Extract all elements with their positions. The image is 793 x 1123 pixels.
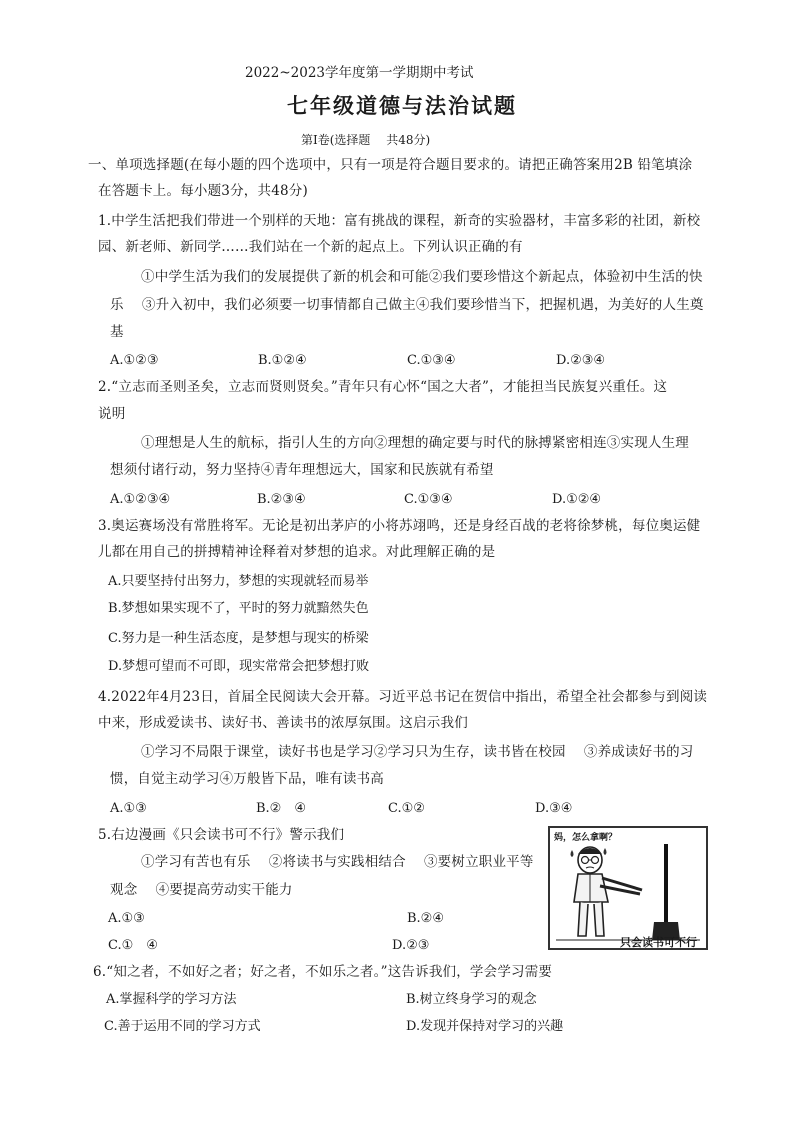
question-1-statements: 乐 ③升入初中，我们必须要一切事情都自己做主④我们要珍惜当下，把握机遇，为美好的人生奠 bbox=[110, 297, 704, 313]
question-6-stem: 6.“知之者，不如好之者；好之者，不如乐之者。”这告诉我们，学会学习需要 bbox=[93, 964, 553, 980]
section-instructions: 一、单项选择题(在每小题的四个选项中，只有一项是符合题目要求的。请把正确答案用2B 铅笔填涂 bbox=[88, 157, 693, 173]
q4-option-a: A.①③ bbox=[110, 801, 147, 816]
page-title: 七年级道德与法治试题 bbox=[287, 93, 517, 118]
q5-option-d: D.②③ bbox=[392, 938, 430, 953]
q4-option-b: B.② ④ bbox=[256, 801, 306, 816]
question-5-statements: ①学习有苦也有乐 ②将读书与实践相结合 ③要树立职业平等 bbox=[141, 854, 534, 870]
question-3-stem: 3.奥运赛场没有常胜将军。无论是初出茅庐的小将苏翊鸣，还是身经百战的老将徐梦桃，每位奥运健 bbox=[98, 518, 701, 534]
q5-option-a: A.①③ bbox=[108, 911, 145, 926]
q5-option-b: B.②④ bbox=[407, 911, 444, 926]
q4-option-d: D.③④ bbox=[535, 801, 573, 816]
q2-option-b: B.②③④ bbox=[257, 492, 306, 507]
question-2-stem: 说明 bbox=[98, 406, 126, 422]
q6-option-c: C.善于运用不同的学习方式 bbox=[104, 1019, 261, 1034]
q3-option-d: D.梦想可望而不可即，现实常常会把梦想打败 bbox=[108, 659, 370, 674]
q4-option-c: C.①② bbox=[388, 801, 425, 816]
question-2-stem: 2.“立志而圣则圣矣，立志而贤则贤矣。”青年只有心怀“国之大者”，才能担当民族复兴重任。这 bbox=[98, 379, 668, 395]
q2-option-d: D.①②④ bbox=[552, 492, 602, 507]
question-4-stem: 中来，形成爱读书、读好书、善读书的浓厚氛围。这启示我们 bbox=[98, 715, 468, 731]
q1-option-a: A.①②③ bbox=[110, 353, 159, 368]
q6-option-d: D.发现并保持对学习的兴趣 bbox=[406, 1019, 564, 1034]
question-1-statements: 基 bbox=[110, 324, 124, 340]
q1-option-d: D.②③④ bbox=[556, 353, 606, 368]
section-instructions: 在答题卡上。每小题3分，共48分) bbox=[98, 183, 308, 199]
volume-label: 第Ⅰ卷(选择题 共48分) bbox=[301, 133, 431, 147]
q6-option-a: A.掌握科学的学习方法 bbox=[106, 992, 237, 1007]
question-1-stem: 1.中学生活把我们带进一个别样的天地：富有挑战的课程，新奇的实验器材，丰富多彩的社团，新校 bbox=[98, 213, 701, 229]
q2-option-a: A.①②③④ bbox=[110, 492, 171, 507]
q1-option-b: B.①②④ bbox=[258, 353, 307, 368]
cartoon-drawing bbox=[550, 842, 706, 946]
question-5-stem: 5.右边漫画《只会读书可不行》警示我们 bbox=[98, 827, 345, 843]
q3-option-c: C.努力是一种生活态度，是梦想与现实的桥梁 bbox=[108, 631, 369, 646]
question-4-stem: 4.2022年4月23日，首届全民阅读大会开幕。习近平总书记在贺信中指出，希望全社会都参与到阅读 bbox=[98, 689, 708, 705]
q5-option-c: C.① ④ bbox=[108, 938, 158, 953]
cartoon-illustration bbox=[548, 826, 708, 950]
question-3-stem: 儿都在用自己的拼搏精神诠释着对梦想的追求。对此理解正确的是 bbox=[98, 544, 496, 560]
cartoon-speech-text: 妈，怎么拿啊？ bbox=[554, 833, 618, 843]
question-2-statements: ①理想是人生的航标，指引人生的方向②理想的确定要与时代的脉搏紧密相连③实现人生理 bbox=[141, 435, 689, 451]
q1-option-c: C.①③④ bbox=[407, 353, 456, 368]
question-4-statements: 惯，自觉主动学习④万般皆下品，唯有读书高 bbox=[110, 771, 384, 787]
question-2-statements: 想须付诸行动，努力坚持④青年理想远大，国家和民族就有希望 bbox=[110, 462, 494, 478]
cartoon-caption: 只会读书可不行 bbox=[620, 936, 697, 949]
question-1-stem: 园、新老师、新同学……我们站在一个新的起点上。下列认识正确的有 bbox=[98, 239, 523, 255]
exam-term: 2022~2023学年度第一学期期中考试 bbox=[245, 65, 474, 81]
question-5-statements: 观念 ④要提高劳动实干能力 bbox=[110, 882, 293, 898]
question-1-statements: ①中学生活为我们的发展提供了新的机会和可能②我们要珍惜这个新起点，体验初中生活的快 bbox=[141, 269, 703, 285]
q3-option-b: B.梦想如果实现不了，平时的努力就黯然失色 bbox=[108, 601, 369, 616]
q3-option-a: A.只要坚持付出努力，梦想的实现就轻而易举 bbox=[108, 574, 369, 589]
question-4-statements: ①学习不局限于课堂，读好书也是学习②学习只为生存，读书皆在校园 ③养成读好书的习 bbox=[141, 744, 694, 760]
q6-option-b: B.树立终身学习的观念 bbox=[406, 992, 537, 1007]
q2-option-c: C.①③④ bbox=[404, 492, 453, 507]
